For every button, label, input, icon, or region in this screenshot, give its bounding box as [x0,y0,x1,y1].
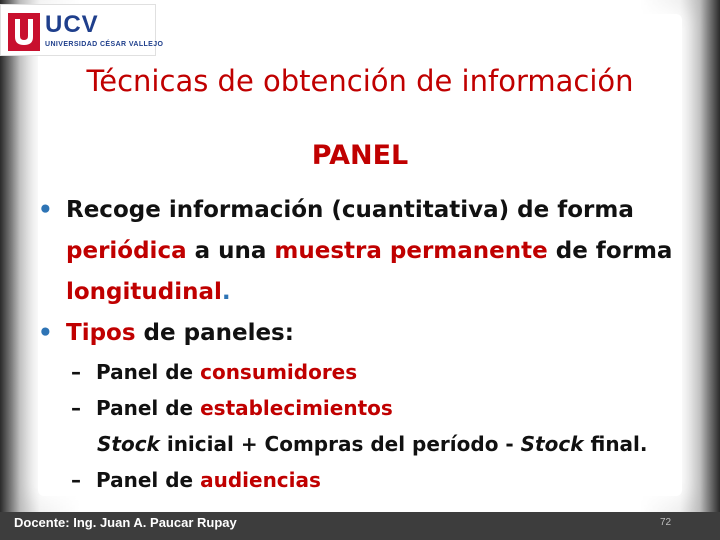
highlight-text: consumidores [200,360,358,384]
logo-subtitle: UNIVERSIDAD CÉSAR VALLEJO [45,41,164,48]
slide-body [26,190,686,498]
sub-item-text: Panel de [96,360,201,384]
formula-italic: Stock [97,432,160,456]
sub-item [26,354,686,390]
highlight-text: Tipos [66,320,136,346]
sub-item [26,390,686,426]
bullet-text: de forma [547,238,673,264]
bullet-icon: • [38,197,53,223]
highlight-text: establecimientos [200,396,393,420]
highlight-text: periódica [66,238,187,264]
slide-title: Técnicas de obtención de información [86,64,634,98]
dash-marker: – [71,468,81,492]
highlight-text: longitudinal [66,279,222,305]
highlight-text: muestra permanente [274,238,548,264]
teacher-name: Docente: Ing. Juan A. Paucar Rupay [14,515,237,530]
formula-line [26,426,686,462]
bullet-text: a una [186,238,275,264]
slide-subtitle: PANEL [311,140,409,171]
ucv-emblem-icon [8,13,40,51]
formula-text: final. [583,432,648,456]
bullet-item [26,313,686,354]
formula-italic: Stock [520,432,584,456]
dash-marker: – [71,360,81,384]
dash-marker: – [71,396,81,420]
formula-text: inicial + Compras del período - [159,432,521,456]
bullet-icon: • [38,320,53,346]
bullet-text: Recoge información (cuantitativa) de forma [66,197,634,223]
sub-item-text: Panel de [96,468,201,492]
bullet-text: . [221,279,231,305]
logo-wordmark: UCV [45,11,99,38]
university-logo [0,4,164,56]
highlight-text: audiencias [200,468,321,492]
bullet-text: de paneles: [135,320,294,346]
sub-item [26,462,686,498]
page-number: 72 [660,517,672,528]
sub-item-text: Panel de [96,396,201,420]
bullet-item [26,190,686,313]
